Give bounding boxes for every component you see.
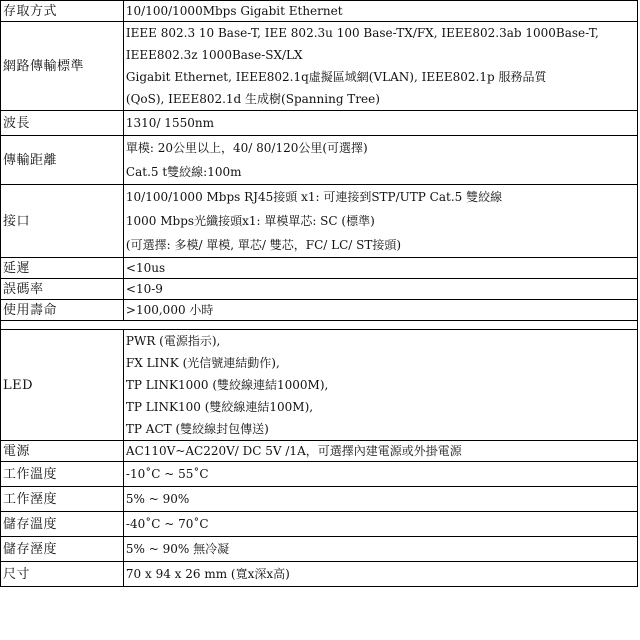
spec-value-line: 1000 Mbps光纖接頭x1: 單模單芯: SC (標準) (125, 214, 375, 228)
spec-row (1, 279, 638, 300)
spec-value-line: 10/100/1000 Mbps RJ45接頭 x1: 可連接到STP/UTP Cat.5 雙絞線 (125, 190, 503, 204)
spec-row (1, 462, 638, 487)
spec-label: 儲存溼度 (1, 537, 124, 562)
spec-row (1, 22, 638, 111)
spec-value (123, 487, 637, 512)
spec-value-line: Cat.5 t雙絞線:100m (125, 165, 242, 179)
spec-value-line: 5% ~ 90% (125, 492, 190, 506)
spec-value-line: <10us (125, 261, 166, 275)
spec-value (123, 258, 637, 279)
spec-value-line: IEEE802.3z 1000Base-SX/LX (125, 48, 303, 62)
spec-label: 存取方式 (1, 1, 124, 22)
spec-value (123, 300, 637, 321)
spec-value-line: (QoS), IEEE802.1d 生成樹(Spanning Tree) (125, 92, 380, 106)
spec-value (123, 537, 637, 562)
spec-value (123, 185, 637, 258)
spec-value (123, 462, 637, 487)
spec-label: 傳輸距離 (1, 136, 124, 185)
spec-row (1, 185, 638, 258)
spec-label: LED (1, 330, 124, 441)
spec-row (1, 330, 638, 441)
spec-label: 網路傳輸標準 (1, 22, 124, 111)
spec-row (1, 512, 638, 537)
spec-value-line: PWR (電源指示), (125, 334, 221, 348)
spec-value-line: (可選擇: 多模/ 單模, 單芯/ 雙芯，FC/ LC/ ST接頭) (125, 238, 402, 252)
spec-label: 儲存溫度 (1, 512, 124, 537)
gap-cell (1, 321, 124, 330)
spec-value-line: -40˚C ~ 70˚C (125, 517, 209, 531)
spec-label: 工作溼度 (1, 487, 124, 512)
spec-label: 使用壽命 (1, 300, 124, 321)
spec-row (1, 136, 638, 185)
spec-value (123, 512, 637, 537)
spec-value (123, 111, 637, 136)
spec-row (1, 258, 638, 279)
spec-value (123, 330, 637, 441)
spec-value-line: TP ACT (雙絞線封包傳送) (125, 422, 269, 436)
spec-value-line: TP LINK100 (雙絞線連結100M), (125, 400, 314, 414)
spec-value-line: <10-9 (125, 282, 163, 296)
spec-value-line: 單模: 20公里以上，40/ 80/120公里(可選擇) (125, 141, 368, 155)
spec-value (123, 562, 637, 587)
spec-label: 延遲 (1, 258, 124, 279)
spec-value-line: IEEE 802.3 10 Base-T, IEE 802.3u 100 Base-TX/FX, IEEE802.3ab 1000Base-T, (125, 26, 599, 40)
spec-label: 工作溫度 (1, 462, 124, 487)
spec-row (1, 562, 638, 587)
spec-row (1, 537, 638, 562)
spec-row (1, 1, 638, 22)
spec-value (123, 136, 637, 185)
spec-value (123, 1, 637, 22)
spec-row (1, 111, 638, 136)
spec-label: 接口 (1, 185, 124, 258)
spec-value-line: 10/100/1000Mbps Gigabit Ethernet (125, 4, 343, 18)
spec-value-line: 5% ~ 90% 無冷凝 (125, 542, 230, 556)
spec-value (123, 22, 637, 111)
spec-row (1, 441, 638, 462)
spec-row (1, 300, 638, 321)
spec-value-line: FX LINK (光信號連結動作), (125, 356, 280, 370)
spec-row (1, 487, 638, 512)
spec-value-line: -10˚C ~ 55˚C (125, 467, 209, 481)
table-gap (1, 321, 638, 330)
gap-cell (123, 321, 637, 330)
spec-value-line: >100,000 小時 (125, 303, 214, 317)
spec-value-line: 70 x 94 x 26 mm (寬x深x高) (125, 567, 290, 581)
spec-label: 波長 (1, 111, 124, 136)
spec-value-line: TP LINK1000 (雙絞線連結1000M), (125, 378, 329, 392)
spec-value-line: Gigabit Ethernet, IEEE802.1q虛擬區域網(VLAN), IEEE802.1p 服務品質 (125, 70, 547, 84)
spec-value (123, 279, 637, 300)
spec-label: 誤碼率 (1, 279, 124, 300)
spec-value-line: 1310/ 1550nm (125, 116, 214, 130)
spec-value-line: AC110V~AC220V/ DC 5V /1A，可選擇內建電源或外掛電源 (125, 444, 462, 458)
spec-label: 尺寸 (1, 562, 124, 587)
spec-label: 電源 (1, 441, 124, 462)
spec-value (123, 441, 637, 462)
